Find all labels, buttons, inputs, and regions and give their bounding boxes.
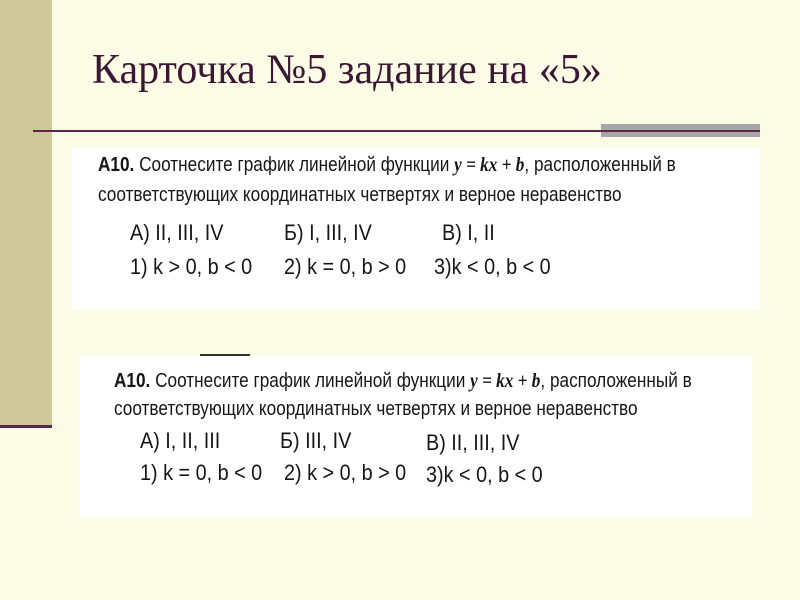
task-text-a: Соотнесите график линейной функции <box>139 154 450 176</box>
condition-1: 1) k > 0, b < 0 <box>130 254 253 279</box>
task-text-b: , расположенный в <box>524 154 676 176</box>
task-text-a: Соотнесите график линейной функции <box>155 370 466 392</box>
graph-option-b: Б) III, IV <box>280 428 352 453</box>
task-statement-line-2: соответствующих координатных четвертях и верное неравенство <box>114 398 638 420</box>
condition-3: 3)k < 0, b < 0 <box>426 462 543 487</box>
task-formula: y = kx + b <box>454 154 525 176</box>
graph-option-a: А) I, II, III <box>140 428 221 453</box>
graph-option-b: Б) I, III, IV <box>284 220 372 245</box>
title-underline-accent <box>601 124 760 137</box>
task-card-1 <box>72 148 760 310</box>
task-text-b: , расположенный в <box>540 370 692 392</box>
task-statement-line-1 <box>114 370 692 393</box>
title-underline <box>33 130 603 132</box>
graph-option-c: В) I, II <box>442 220 495 245</box>
task-statement-line-1 <box>98 154 676 177</box>
task-formula: y = kx + b <box>470 370 541 392</box>
graph-option-a: А) II, III, IV <box>130 220 224 245</box>
condition-2: 2) k = 0, b > 0 <box>284 254 407 279</box>
slide-title: Карточка №5 задание на «5» <box>92 47 602 93</box>
condition-3: 3)k < 0, b < 0 <box>434 254 551 279</box>
graph-option-c: В) II, III, IV <box>426 430 520 455</box>
task-card-2 <box>80 356 752 518</box>
decorative-sidebar <box>0 0 52 426</box>
scan-artifact <box>140 352 250 360</box>
condition-1: 1) k = 0, b < 0 <box>140 460 263 485</box>
sidebar-divider <box>0 425 52 428</box>
task-statement-line-2: соответствующих координатных четвертях и верное неравенство <box>98 184 622 206</box>
task-label: А10. <box>114 370 151 392</box>
condition-2: 2) k > 0, b > 0 <box>284 460 407 485</box>
task-label: А10. <box>98 154 135 176</box>
